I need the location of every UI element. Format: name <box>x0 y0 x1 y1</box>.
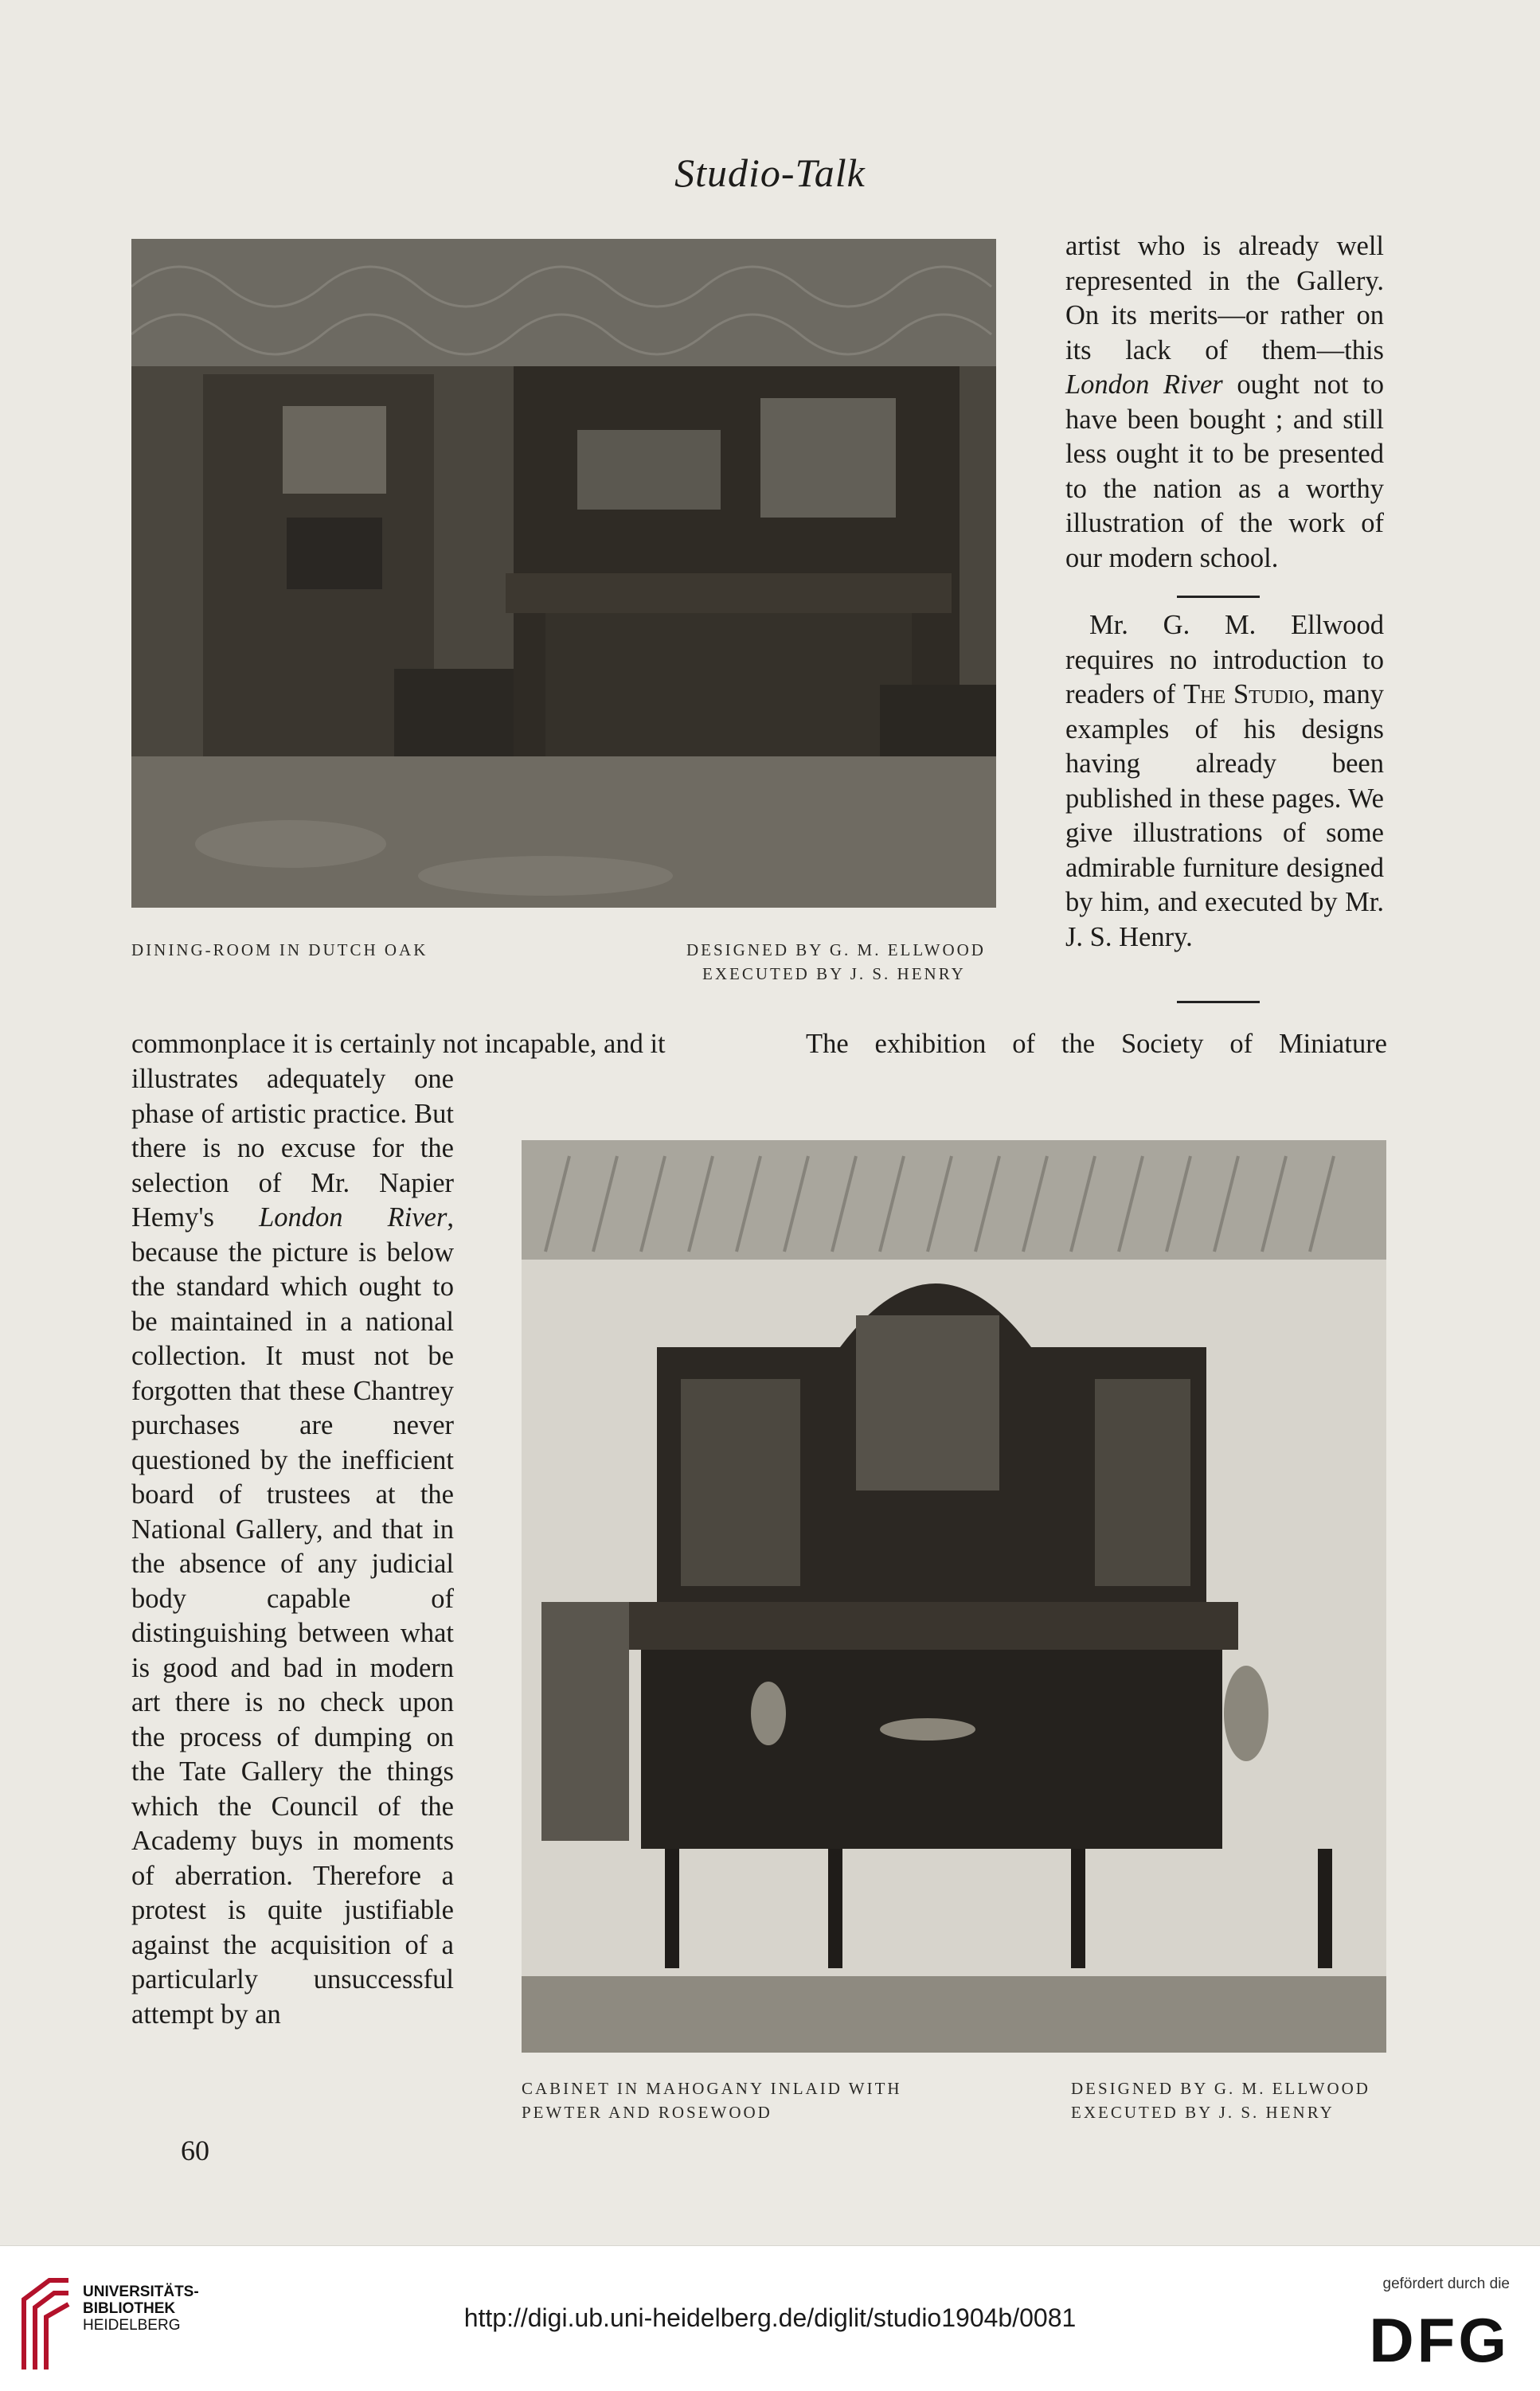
right-column-ellwood <box>1065 608 1384 955</box>
para1-italic-title: London River <box>1065 369 1223 400</box>
paragraph-tate <box>131 1062 454 2032</box>
left-text-b: , because the picture is below the standard which ought to be maintained in a national collection. It must not be forgotten that these Chantrey purchases are never questioned by the inefficient board of trustees at the National Gallery, and that in the absence of any judicial body capable of distinguishing between what is good and bad in modern art there is no check upon the process of dumping on the Tate Gallery the things which the Council of the Academy buys in moments of aberration. Therefore a protest is quite justifiable against the acquisition of a particularly unsuccessful attempt by an <box>131 1202 454 2030</box>
para2-text-b: , many examples of his designs having already been published in these pages. We give illustrations of some admirable furniture designed by him, and executed by Mr. J. S. Henry. <box>1065 679 1384 952</box>
right-lower-first-line: The exhibition of the Society of Miniature <box>806 1029 1387 1059</box>
para2-text-a: Mr. G. M. Ellwood requires no introduction to readers of <box>1065 610 1384 709</box>
funded-by-text: gefördert durch die <box>1382 2276 1510 2292</box>
library-line-3: HEIDELBERG <box>83 2317 181 2334</box>
right-column-upper <box>1065 229 1384 576</box>
para2-small-caps: The Studio <box>1183 679 1308 709</box>
library-line-2: BIBLIOTHEK <box>83 2300 176 2317</box>
source-url-link[interactable]: http://digi.ub.uni-heidelberg.de/diglit/studio1904b/0081 <box>463 2303 1077 2332</box>
library-line-1: UNIVERSITÄTS- <box>83 2284 199 2300</box>
figure2-caption-right-1: DESIGNED BY G. M. ELLWOOD <box>1071 2079 1370 2098</box>
figure1-caption-right-2: EXECUTED BY J. S. HENRY <box>702 964 966 983</box>
section-rule-1 <box>1177 596 1260 598</box>
left-italic-title: London River <box>259 1202 448 1233</box>
left-text-a: illustrates adequately one phase of artistic practice. But there is no excuse for the selection of Mr. Napier Hemy's <box>131 1064 454 1233</box>
para1-text-a: artist who is already well represented in the Gallery. On its merits—or rather on its lack of them—this <box>1065 231 1384 365</box>
left-column-first-line: commonplace it is certainly not incapable, and it <box>131 1029 666 1059</box>
figure2-caption-right-2: EXECUTED BY J. S. HENRY <box>1071 2103 1335 2122</box>
dining-room-photo <box>131 239 996 908</box>
paragraph-ellwood <box>1065 608 1384 955</box>
left-column-body <box>131 1062 454 2032</box>
cabinet-photo <box>522 1140 1386 2053</box>
page-number: 60 <box>181 2135 209 2166</box>
running-header: Studio-Talk <box>674 150 866 195</box>
figure1-caption-left: DINING-ROOM IN DUTCH OAK <box>131 940 428 959</box>
paragraph-artist <box>1065 229 1384 576</box>
figure2-caption-left-2: PEWTER AND ROSEWOOD <box>522 2103 772 2122</box>
section-rule-2 <box>1177 1001 1260 1003</box>
figure2-caption-left-1: CABINET IN MAHOGANY INLAID WITH <box>522 2079 902 2098</box>
para1-text-b: ought not to have been bought ; and still less ought it to be presented to the nation as a worthy illustration of the work of our modern school. <box>1065 369 1384 573</box>
figure1-caption-right-1: DESIGNED BY G. M. ELLWOOD <box>686 940 986 959</box>
dfg-logo: DFG <box>1369 2305 1510 2375</box>
